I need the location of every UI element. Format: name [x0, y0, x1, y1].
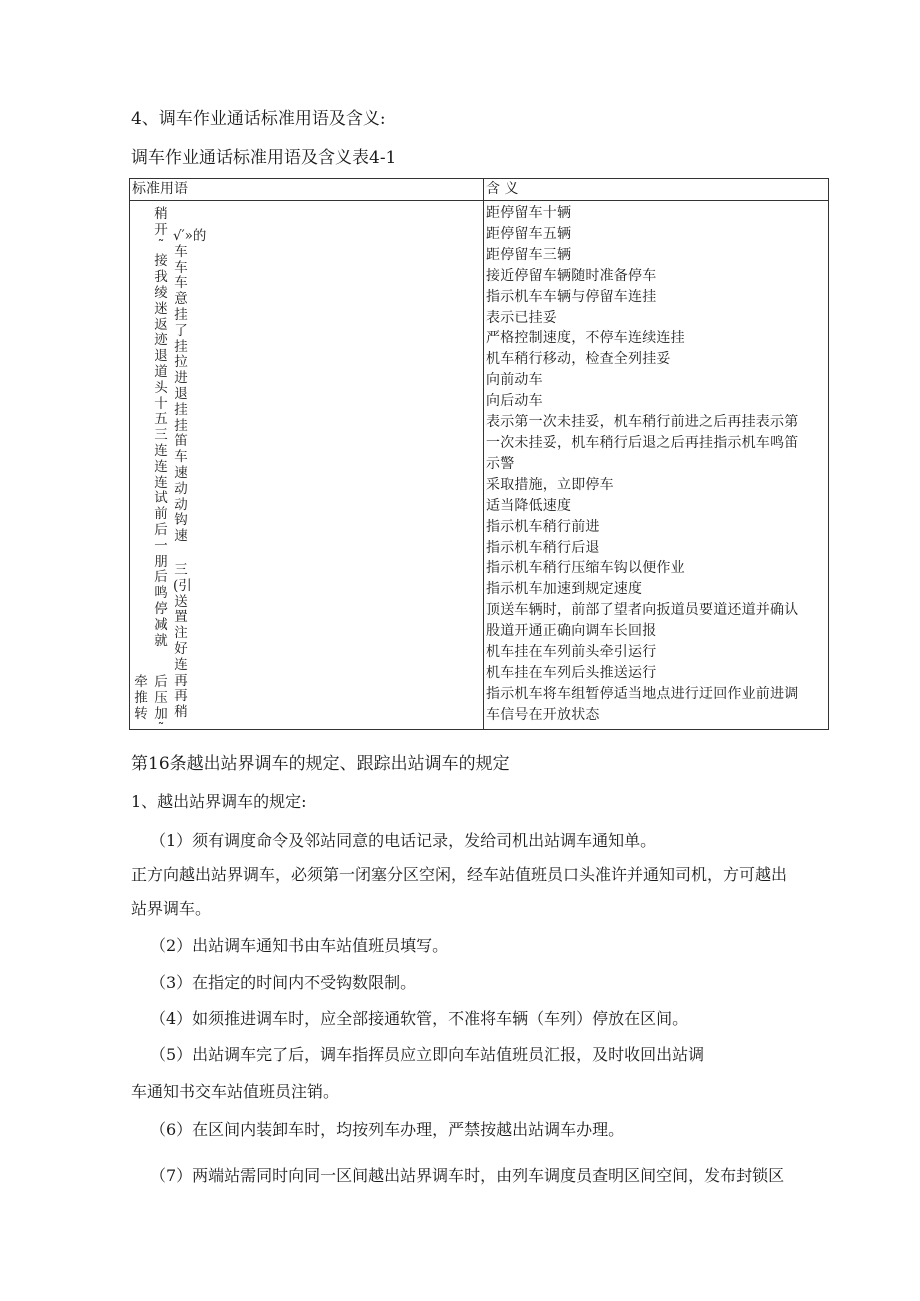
standard-terms-table: [129, 178, 829, 738]
meaning-line: 指示机车稍行压缩车钩以便作业: [486, 560, 685, 577]
header-meaning: [484, 179, 829, 201]
paragraph: （5）出站调车完了后，调车指挥员应立即向车站值班员汇报，及时收回出站调: [150, 1045, 705, 1064]
article-title: 第16条越出站界调车的规定、跟踪出站调车的规定: [131, 754, 510, 774]
meaning-line: 一次未挂妥，机车稍行后退之后再挂指示机车鸣笛: [486, 434, 799, 451]
header-meaning-text: 含 义: [486, 181, 519, 197]
meaning-line: 表示已挂妥: [486, 309, 557, 326]
meaning-line: 车信号在开放状态: [486, 706, 600, 723]
meaning-line: 机车挂在车列后头推送运行: [486, 664, 657, 681]
term-column: 三(引送置注好连再再稍: [173, 562, 192, 721]
meaning-line: 示警: [486, 455, 515, 472]
meaning-line: 表示第一次未挂妥，机车稍行前进之后再挂表示第: [486, 414, 799, 431]
term-column: 牵推转: [134, 674, 148, 722]
meaning-line: 指示机车稍行后退: [486, 539, 600, 556]
term-column: √′»的车车车意挂了挂拉进退挂挂笛车速动动钩速: [173, 228, 207, 545]
meaning-line: 距停留车三辆: [486, 246, 572, 263]
paragraph: （7）两端站需同时向同一区间越出站界调车时，由列车调度员查明区间空间，发布封锁区: [150, 1166, 785, 1185]
meaning-line: 采取措施，立即停车: [486, 476, 614, 493]
paragraph: 站界调车。: [131, 899, 212, 918]
meaning-line: 指示机车稍行前进: [486, 518, 600, 535]
meaning-line: 机车稍行移动，检查全列挂妥: [486, 351, 671, 368]
meaning-line: 指示机车车辆与停留车连挂: [486, 288, 657, 305]
meaning-line: 顶送车辆时，前部了望者向扳道员要道还道并确认: [486, 602, 799, 619]
table-caption: 调车作业通话标准用语及含义表4-1: [131, 148, 397, 168]
paragraph: 正方向越出站界调车，必须第一闭塞分区空闲，经车站值班员口头准许并通知司机，方可越出: [131, 865, 788, 884]
paragraph: （3）在指定的时间内不受钩数限制。: [150, 973, 417, 992]
paragraph: （2）出站调车通知书由车站值班员填写。: [150, 936, 449, 955]
term-column: 后压加˜: [154, 674, 168, 738]
meaning-line: 距停留车十辆: [486, 205, 572, 221]
paragraph: （1）须有调度命令及邻站同意的电话记录，发给司机出站调车通知单。: [150, 831, 657, 850]
meaning-line: 严格控制速度，不停车连续连挂: [486, 330, 685, 347]
meanings-cell: [484, 201, 829, 730]
paragraph: 车通知书交车站值班员注销。: [131, 1082, 340, 1101]
meaning-line: 接近停留车辆随时准备停车: [486, 267, 657, 284]
meaning-line: 指示机车将车组暂停适当地点进行迂回作业前进调: [486, 685, 799, 702]
term-column: 稍开˜接我绫迷返迹退道头十五三连连连试前后一朋后鸣停减就: [154, 206, 168, 649]
meaning-line: 距停留车五辆: [486, 225, 572, 242]
meaning-line: 指示机车加速到规定速度: [486, 581, 643, 598]
terms-cell: [130, 201, 484, 738]
paragraph: （6）在区间内装卸车时，均按列车办理，严禁按越出站调车办理。: [150, 1120, 625, 1139]
section-heading: 4、调车作业通话标准用语及含义:: [131, 109, 386, 129]
subsection-heading: 1、越出站界调车的规定:: [131, 792, 307, 811]
header-term: 标准用语: [130, 179, 484, 201]
meaning-line: 适当降低速度: [486, 497, 572, 514]
meaning-line: 向后动车: [486, 393, 543, 410]
meaning-line: 机车挂在车列前头牵引运行: [486, 644, 657, 661]
meaning-line: 股道开通正确向调车长回报: [486, 623, 657, 640]
paragraph: （4）如须推进调车时，应全部接通软管，不准将车辆（车列）停放在区间。: [150, 1009, 689, 1028]
meaning-line: 向前动车: [486, 372, 543, 389]
